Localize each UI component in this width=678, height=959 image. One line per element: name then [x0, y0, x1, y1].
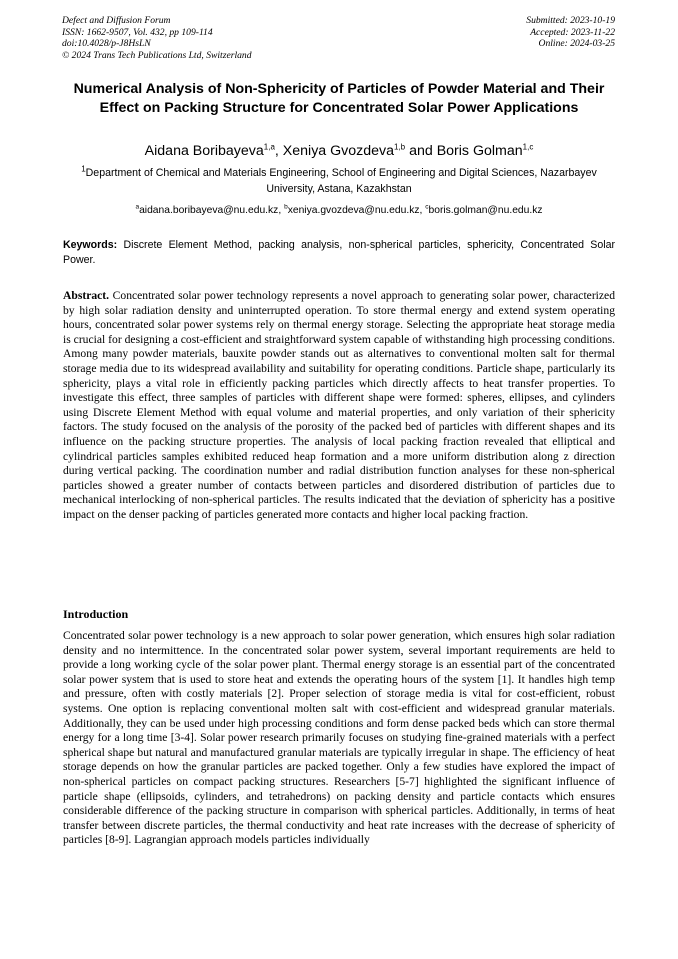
submitted-date: Submitted: 2023-10-19	[526, 15, 615, 26]
email-sup: c	[425, 203, 429, 211]
journal-name: Defect and Diffusion Forum	[62, 15, 171, 26]
submission-dates	[526, 15, 615, 50]
affiliation-sup: 1	[81, 164, 86, 174]
abstract-paragraph	[63, 289, 615, 523]
accepted-date: Accepted: 2023-11-22	[530, 26, 615, 38]
affiliation-text: Department of Chemical and Materials Engineering, School of Engineering and Digital Sciences, Nazarbayev University, Astana, Kazakhstan	[85, 167, 597, 195]
journal-copyright: © 2024 Trans Tech Publications Ltd, Switzerland	[62, 49, 252, 61]
abstract-text: Concentrated solar power technology represents a novel approach to generating solar power, characterized by high solar radiation density and uninterrupted operation. To store thermal energy and extend system operating hours, concentrated solar power systems rely on thermal energy storage. Selecting the appropriate heat storage media is crucial for designing a cost-efficient and straightforward system capable of withstanding high processing conditions. Among many powder materials, bauxite powder stands out as alternatives to conventional molten salt for thermal storage media due to its widespread availability and suitability for operating conditions. Particle shape, particularly its sphericity, plays a vital role in efficiently packing particles which directly affects to heat transfer properties. To investigate this effect, three samples of particles with different shape were formed: spheres, ellipses, and cylinders using Discrete Element Method with equal volume and material properties, and only variation of their sphericity factors. The study focused on the analysis of the porosity of the packed bed of particles with different shapes and its influence on the packing structure properties. The analysis of local packing fraction revealed that elliptical and cylindrical particles samples exhibited reduced heap formation and a more uniform distribution along z direction during vertical packing. The coordination number and radial distribution function analyses for these non-spherical particles showed a greater number of contacts between particles and disordered distribution of particles due to mechanical interlocking of non-spherical particles. The results indicated that the deviation of sphericity has a positive impact on the denser packing of particles generated more contacts and higher local packing fraction.	[63, 289, 615, 521]
email-link[interactable]: xeniya.gvozdeva@nu.edu.kz	[287, 205, 420, 216]
email-list: $^a$aidana.boribayeva@nu.edu.kz, $^b$xeniya.gvozdeva@nu.edu.kz, $^c$boris.golman@nu.edu.kz	[135, 203, 543, 216]
author-name: Aidana Boribayeva	[144, 143, 264, 159]
author-name: Boris Golman	[436, 143, 523, 159]
author-separator: and	[405, 143, 437, 159]
email-link[interactable]: aidana.boribayeva@nu.edu.kz	[139, 205, 279, 216]
author-separator: ,	[274, 143, 283, 159]
journal-issn: ISSN: 1662-9507, Vol. 432, pp 109-114	[62, 26, 213, 38]
email-sup: a	[135, 203, 140, 211]
keywords-label: Keywords:	[63, 239, 118, 251]
online-date: Online: 2024-03-25	[538, 38, 615, 50]
author-name: Xeniya Gvozdeva	[282, 143, 394, 159]
paper-title: Numerical Analysis of Non-Sphericity of Particles of Powder Material and Their Effect on Packing Structure for Concentrated Solar Power Applications	[73, 81, 605, 117]
abstract-label: Abstract.	[63, 289, 110, 302]
affiliation	[62, 166, 616, 197]
keywords-paragraph	[63, 238, 615, 268]
author-sup: 1,a	[263, 142, 275, 152]
keywords-text: Discrete Element Method, packing analysis, non-spherical particles, sphericity, Concentrated Solar Power.	[63, 239, 615, 267]
email-sup: b	[284, 203, 288, 211]
journal-doi: doi:10.4028/p-J8HsLN	[62, 38, 151, 50]
author-sup: 1,b	[394, 142, 406, 152]
email-link[interactable]: boris.golman@nu.edu.kz	[428, 205, 543, 216]
introduction-paragraph: Concentrated solar power technology is a new approach to solar power generation, which ensures high solar radiation density and no intermittence. In the concentrated solar power system, several important requirements are held to provide a long working cycle of the solar power plant. Thermal energy storage is an essential part of the concentrated solar power system that is used to store heat and extends the operating hours of the system [1]. It handles high temp and pressure, often with costly materials [2]. Proper selection of storage media is vital for cost-efficient, robust systems. One option is replacing conventional molten salt with cost-efficient and widespread granular materials. Additionally, they can be used under high processing conditions and form dense packed beds which can store thermal energy for a long time [3-4]. Solar power research primarily focuses on studying fine-grained materials with a perfect spherical shape but natural and manufactured granular materials are typically irregular in shape. The efficiency of heat storage depends on how the granular particles are packed together. Only a few studies have explored the impact of non-spherical particles on compact packing structures. Researchers [5-7] highlighted the significant influence of particle shape (ellipsoids, cylinders, and tetrahedrons) on packing density and particle contacts which ensures considerable difference of the packing structure in comparison with spherical particles. Additionally, in terms of heat transfer between discrete particles, the thermal conductivity and heat rate increases with the decrease of sphericity of particles [8-9]. Lagrangian approach models particles individually	[63, 629, 615, 847]
introduction-heading: Introduction	[63, 607, 129, 621]
author-sup: 1,c	[522, 142, 534, 152]
journal-info	[62, 15, 252, 61]
author-list	[62, 141, 616, 161]
